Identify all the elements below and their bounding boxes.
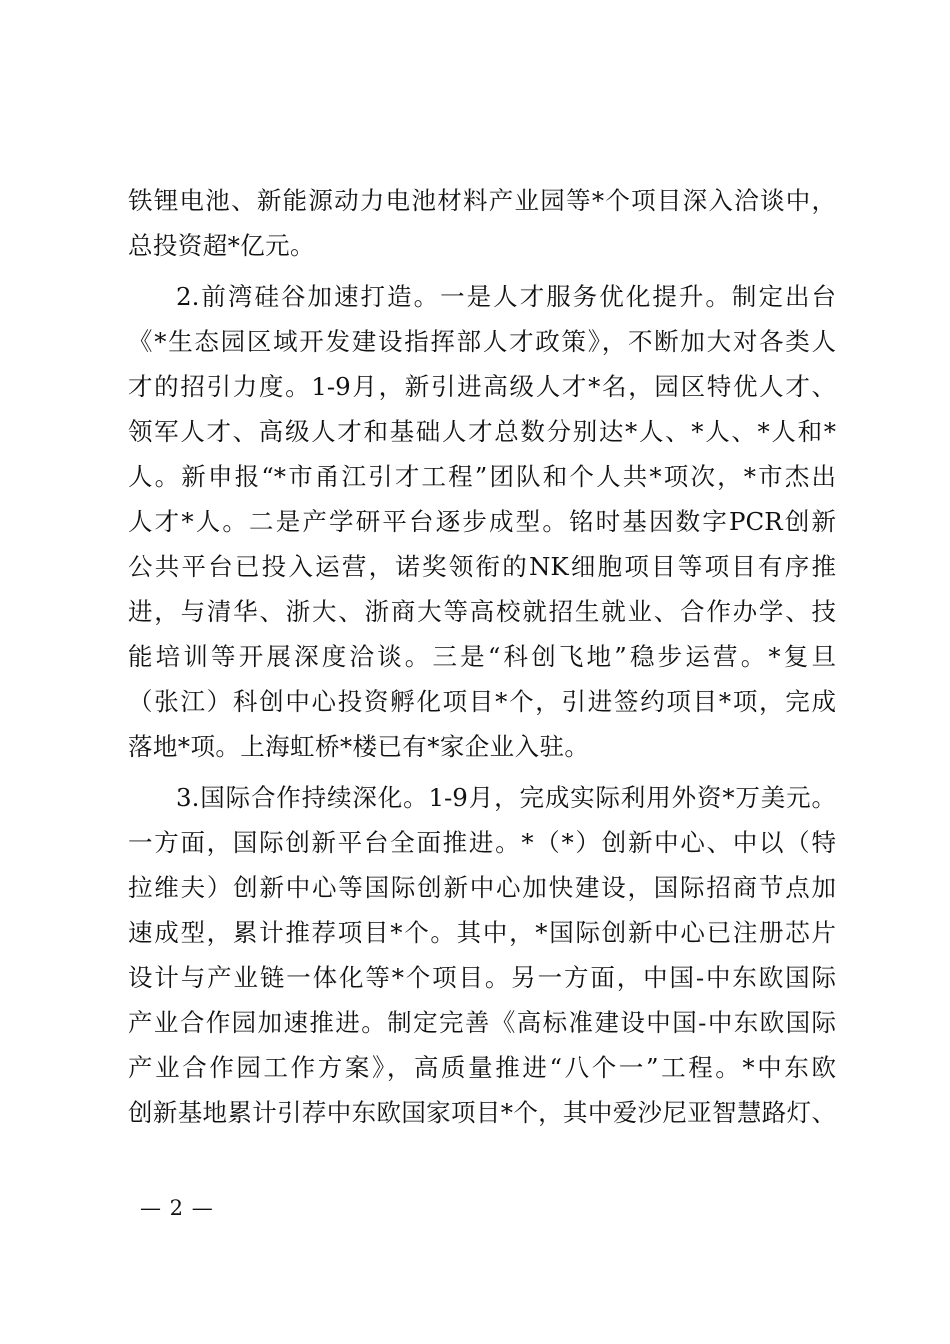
text-line: 人才*人。二是产学研平台逐步成型。铭时基因数字PCR创新 <box>128 507 836 536</box>
text-line: 《*生态园区域开发建设指挥部人才政策》，不断加大对各类人 <box>128 327 836 356</box>
text-line: 才的招引力度。1-9月，新引进高级人才*名，园区特优人才、 <box>128 372 836 401</box>
text-line: 拉维夫）创新中心等国际创新中心加快建设，国际招商节点加 <box>128 873 836 902</box>
text-line: 能培训等开展深度洽谈。三是“科创飞地”稳步运营。*复旦 <box>128 642 836 671</box>
text-line: 公共平台已投入运营，诺奖领衔的NK细胞项目等项目有序推 <box>128 552 836 581</box>
text-line: 人。新申报“*市甬江引才工程”团队和个人共*项次，*市杰出 <box>128 462 836 491</box>
text-line: 产业合作园加速推进。制定完善《高标准建设中国-中东欧国际 <box>128 1008 836 1037</box>
paragraph-heading-line: 3.国际合作持续深化。1-9月，完成实际利用外资*万美元。 <box>176 783 836 812</box>
text-line: 总投资超*亿元。 <box>128 231 315 260</box>
page-number: — 2 — <box>140 1196 214 1220</box>
text-line: 设计与产业链一体化等*个项目。另一方面，中国-中东欧国际 <box>128 963 836 992</box>
text-line: 铁锂电池、新能源动力电池材料产业园等*个项目深入洽谈中， <box>128 186 836 215</box>
text-line: 速成型，累计推荐项目*个。其中，*国际创新中心已注册芯片 <box>128 918 836 947</box>
text-line: （张江）科创中心投资孵化项目*个，引进签约项目*项，完成 <box>128 687 836 716</box>
text-line: 创新基地累计引荐中东欧国家项目*个，其中爱沙尼亚智慧路灯、 <box>128 1098 836 1127</box>
text-line: 产业合作园工作方案》，高质量推进“八个一”工程。*中东欧 <box>128 1053 836 1082</box>
text-line: 一方面，国际创新平台全面推进。*（*）创新中心、中以（特 <box>128 828 836 857</box>
text-line: 进，与清华、浙大、浙商大等高校就招生就业、合作办学、技 <box>128 597 836 626</box>
text-line: 领军人才、高级人才和基础人才总数分别达*人、*人、*人和* <box>128 417 836 446</box>
text-line: 落地*项。上海虹桥*楼已有*家企业入驻。 <box>128 732 590 761</box>
paragraph-heading-line: 2.前湾硅谷加速打造。一是人才服务优化提升。制定出台 <box>176 282 836 311</box>
